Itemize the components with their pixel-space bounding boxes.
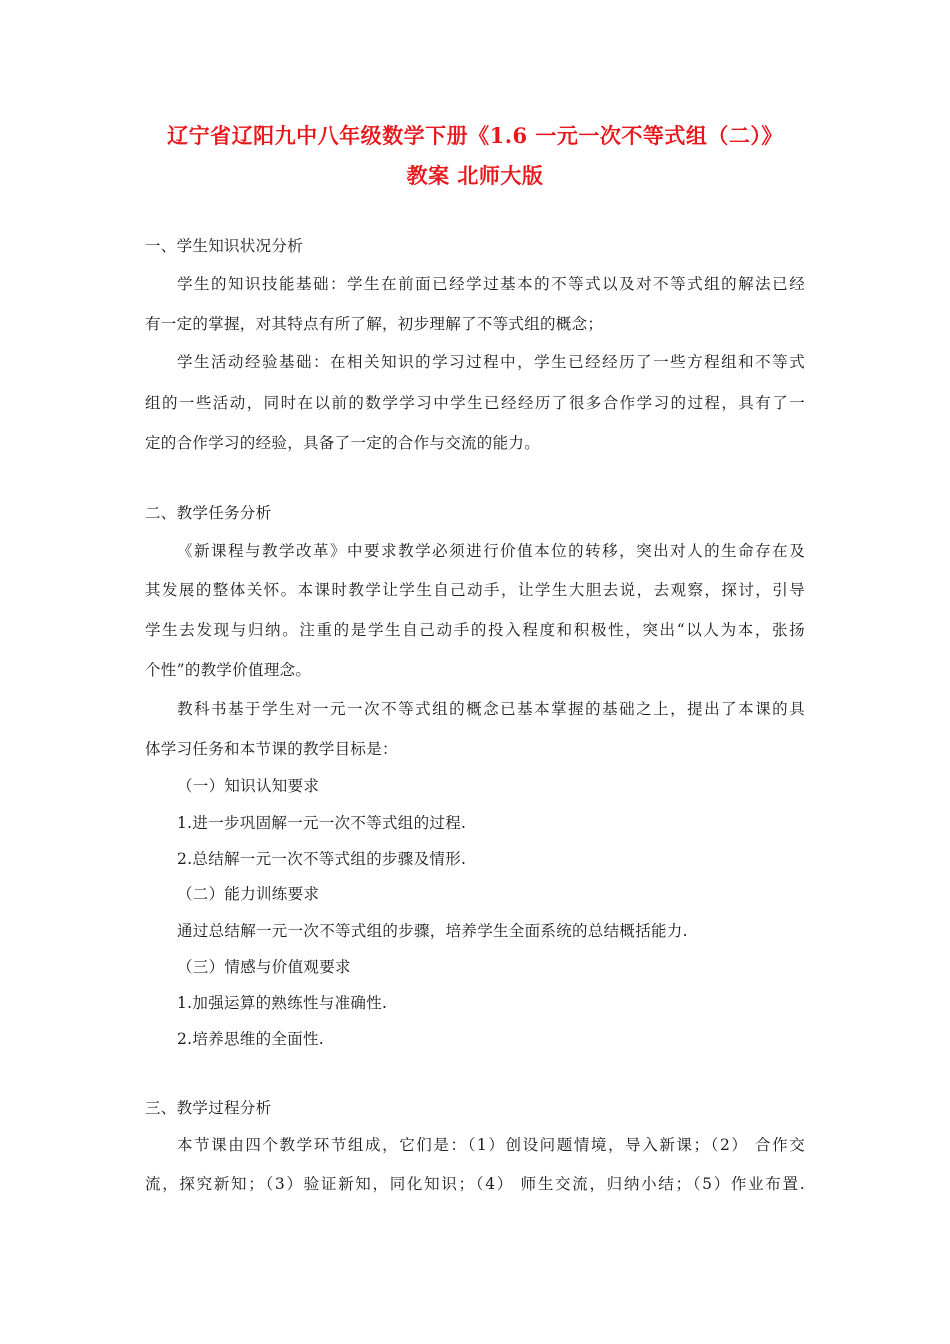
paragraph-line: 《新课程与教学改革》中要求教学必须进行价值本位的转移，突出对人的生命存在及: [177, 542, 805, 560]
paragraph-line: 学生活动经验基础：在相关知识的学习过程中，学生已经经历了一些方程组和不等式: [177, 353, 805, 371]
paragraph-line: 通过总结解一元一次不等式组的步骤，培养学生全面系统的总结概括能力.: [177, 922, 688, 940]
paragraph-line: 定的合作学习的经验，具备了一定的合作与交流的能力。: [145, 434, 541, 452]
list-item: 1.加强运算的熟练性与准确性.: [177, 994, 388, 1012]
paragraph-line: 组的一些活动，同时在以前的数学学习中学生已经经历了很多合作学习的过程，具有了一: [145, 394, 805, 412]
section-heading-3: 三、教学过程分析: [145, 1099, 272, 1117]
goal-heading-ability: （二）能力训练要求: [177, 885, 320, 903]
paragraph-line: 学生的知识技能基础：学生在前面已经学过基本的不等式以及对不等式组的解法已经: [177, 275, 805, 293]
paragraph-line: 本节课由四个教学环节组成，它们是：（1）创设问题情境，导入新课；（2） 合作交: [177, 1136, 805, 1154]
paragraph-line: 其发展的整体关怀。本课时教学让学生自己动手，让学生大胆去说，去观察，探讨，引导: [145, 581, 805, 599]
paragraph-line: 学生去发现与归纳。注重的是学生自己动手的投入程度和积极性，突出“以人为本，张扬: [145, 621, 805, 639]
paragraph-line: 教科书基于学生对一元一次不等式组的概念已基本掌握的基础之上，提出了本课的具: [177, 700, 805, 718]
document-title-line-2: 教案 北师大版: [406, 163, 544, 188]
paragraph-line: 体学习任务和本节课的教学目标是：: [145, 740, 398, 758]
section-heading-2: 二、教学任务分析: [145, 504, 272, 522]
goal-heading-emotion: （三）情感与价值观要求: [177, 958, 351, 976]
paragraph-line: 个性”的教学价值理念。: [145, 661, 312, 679]
list-item: 1.进一步巩固解一元一次不等式组的过程.: [177, 814, 467, 832]
section-heading-1: 一、学生知识状况分析: [145, 237, 304, 255]
document-title-line-1: 辽宁省辽阳九中八年级数学下册《1.6 一元一次不等式组（二）》: [167, 123, 783, 148]
list-item: 2.总结解一元一次不等式组的步骤及情形.: [177, 850, 467, 868]
paragraph-line: 流，探究新知；（3）验证新知，同化知识；（4） 师生交流，归纳小结；（5）作业布置.: [145, 1175, 805, 1193]
list-item: 2.培养思维的全面性.: [177, 1030, 325, 1048]
paragraph-line: 有一定的掌握，对其特点有所了解，初步理解了不等式组的概念；: [145, 315, 604, 333]
goal-heading-knowledge: （一）知识认知要求: [177, 777, 320, 795]
